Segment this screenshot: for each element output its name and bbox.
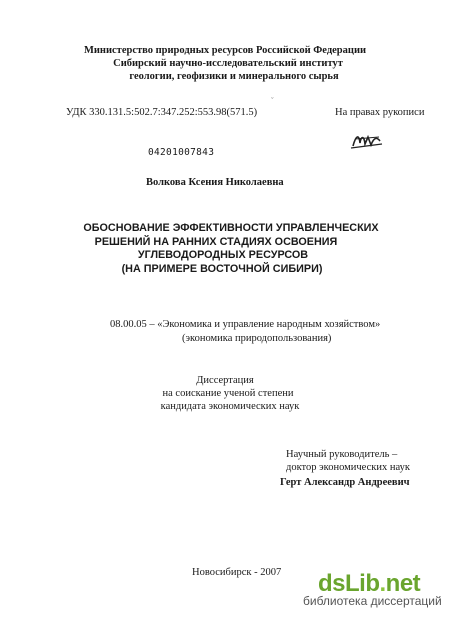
supervisor-name: Герт Александр Андреевич xyxy=(280,477,410,488)
degree-line-2: на соискание ученой степени xyxy=(162,388,294,399)
supervisor-role: Научный руководитель – xyxy=(286,449,398,460)
logo-tld: net xyxy=(385,570,421,597)
udc-code: УДК 330.131.5:502.7:347.252:553.98(571.5) xyxy=(66,107,258,118)
signature-stamp xyxy=(350,131,384,156)
logo-dot: . xyxy=(379,570,386,597)
dissertation-title xyxy=(0,222,450,276)
registration-number: 04201007843 xyxy=(148,147,215,158)
ministry-line-1: Министерство природных ресурсов Российской Федерации xyxy=(83,45,367,56)
logo-main: dsLib xyxy=(318,570,380,597)
title-line-2: РЕШЕНИЙ НА РАННИХ СТАДИЯХ ОСВОЕНИЯ xyxy=(94,235,338,248)
author-name: Волкова Ксения Николаевна xyxy=(146,177,284,188)
title-line-1: ОБОСНОВАНИЕ ЭФФЕКТИВНОСТИ УПРАВЛЕНЧЕСКИХ xyxy=(83,222,379,234)
ministry-line-2: Сибирский научно-исследовательский институт xyxy=(113,58,343,69)
institution-header xyxy=(0,44,450,83)
degree-line-3: кандидата экономических наук xyxy=(160,401,300,412)
degree-line-1: Диссертация xyxy=(196,375,254,386)
watermark-subtitle: библиотека диссертаций xyxy=(303,594,442,608)
title-line-4: (НА ПРИМЕРЕ ВОСТОЧНОЙ СИБИРИ) xyxy=(121,262,323,275)
specialty-code: 08.00.05 – «Экономика и управление народным хозяйством» xyxy=(110,319,381,330)
dslib-watermark[interactable] xyxy=(303,570,442,608)
city-year: Новосибирск - 2007 xyxy=(192,567,282,578)
specialty-field: (экономика природопользования) xyxy=(182,333,332,344)
supervisor-degree: доктор экономических наук xyxy=(286,462,410,473)
ministry-line-3: геологии, геофизики и минерального сырья xyxy=(129,71,339,82)
scan-mark: ˇ xyxy=(271,96,274,105)
degree-statement xyxy=(0,374,450,413)
title-line-3: УГЛЕВОДОРОДНЫХ РЕСУРСОВ xyxy=(137,249,309,261)
manuscript-rights: На правах рукописи xyxy=(335,107,425,118)
